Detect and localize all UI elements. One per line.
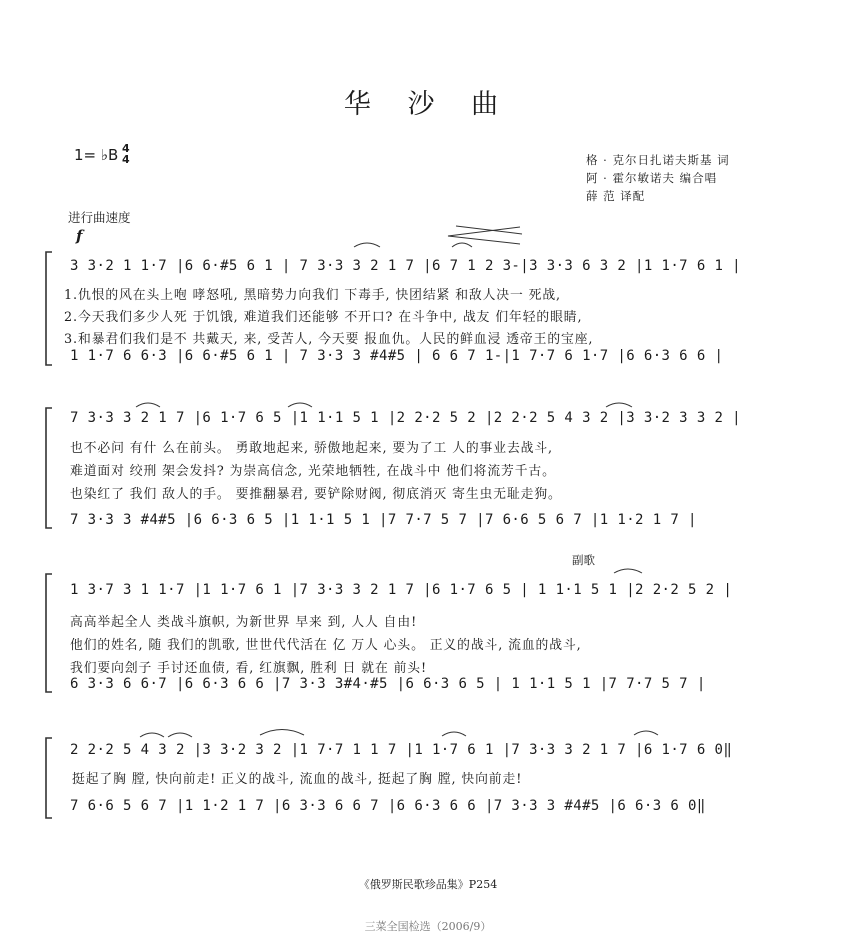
system-2-lyric-verse-2: 难道面对 绞刑 架会发抖? 为崇高信念, 光荣地牺牲, 在战斗中 他们将流芳千古。: [70, 464, 556, 479]
dynamic-marking: f: [76, 227, 83, 245]
system-1-upper-notes: 3 3·2 1 1·7 |6 6·#5 6 1 | 7 3·3 3 2 1 7 |6 7 1 2 3-|3 3·3 6 3 2 |1 1·7 6 1 |: [70, 258, 741, 274]
system-3-lower-notes: 6 3·3 6 6·7 |6 6·3 6 6 |7 3·3 3#4·#5 |6 6·3 6 5 | 1 1·1 5 1 |7 7·7 5 7 |: [70, 676, 706, 692]
system-2-lyric-verse-3: 也染红了 我们 敌人的手。 要推翻暴君, 要铲除财阀, 彻底消灭 寄生虫无耻走狗。: [70, 487, 562, 502]
footer-cut-text: 三菜全国检选（2006/9）: [364, 920, 492, 933]
system-3-upper-notes: 1 3·7 3 1 1·7 |1 1·7 6 1 |7 3·3 3 2 1 7 |6 1·7 6 5 | 1 1·1 5 1 |2 2·2 5 2 |: [70, 582, 733, 598]
credit-arranger: 阿 · 霍尔敏诺夫 编合唱: [586, 171, 718, 185]
tempo-marking: 进行曲速度: [68, 210, 131, 225]
system-2-lyric-verse-1: 也不必问 有什 么在前头。 勇敢地起来, 骄傲地起来, 要为了工 人的事业去战斗,: [70, 441, 554, 456]
song-title: 华 沙 曲: [343, 89, 513, 120]
key-signature: 1= ♭B: [74, 146, 119, 164]
credit-lyricist: 格 · 克尔日扎诺夫斯基 词: [586, 153, 730, 167]
source-citation: 《俄罗斯民歌珍品集》P254: [358, 878, 498, 891]
system-1-lower-notes: 1 1·7 6 6·3 |6 6·#5 6 1 | 7 3·3 3 #4#5 | 6 6 7 1-|1 7·7 6 1·7 |6 6·3 6 6 |: [70, 348, 724, 364]
system-4-lyric: 挺起了胸 膛, 快向前走! 正义的战斗, 流血的战斗, 挺起了胸 膛, 快向前走!: [72, 772, 523, 787]
system-4-upper-notes: 2 2·2 5 4 3 2 |3 3·2 3 2 |1 7·7 1 1 7 |1 1·7 6 1 |7 3·3 3 2 1 7 |6 1·7 6 0‖: [70, 742, 733, 758]
system-1-lyric-verse-1: 1.仇恨的风在头上咆 哮怒吼, 黑暗势力向我们 下毒手, 快团结紧 和敌人决一 死战,: [64, 288, 562, 303]
meter-bottom: 4: [122, 153, 130, 166]
system-2-upper-notes: 7 3·3 3 2 1 7 |6 1·7 6 5 |1 1·1 5 1 |2 2·2 5 2 |2 2·2 5 4 3 2 |3 3·2 3 3 2 |: [70, 410, 741, 426]
system-4-lower-notes: 7 6·6 5 6 7 |1 1·2 1 7 |6 3·3 6 6 7 |6 6·3 6 6 |7 3·3 3 #4#5 |6 6·3 6 0‖: [70, 798, 706, 814]
system-2-lower-notes: 7 3·3 3 #4#5 |6 6·3 6 5 |1 1·1 5 1 |7 7·7 5 7 |7 6·6 5 6 7 |1 1·2 1 7 |: [70, 512, 697, 528]
meter-top: 4: [122, 142, 130, 155]
refrain-marking: 副歌: [572, 553, 595, 567]
system-3-lyric-verse-3: 我们要向刽子 手讨还血债, 看, 红旗飘, 胜利 日 就在 前头!: [70, 661, 428, 676]
system-1-lyric-verse-2: 2.今天我们多少人死 于饥饿, 难道我们还能够 不开口? 在斗争中, 战友 们年轻的眼睛,: [64, 310, 583, 325]
system-3-lyric-verse-2: 他们的姓名, 随 我们的凯歌, 世世代代活在 亿 万人 心头。 正义的战斗, 流血的战斗,: [70, 638, 582, 653]
system-3-lyric-verse-1: 高高举起全人 类战斗旗帜, 为新世界 早来 到, 人人 自由!: [70, 615, 418, 630]
credit-translator: 薛 范 译配: [586, 189, 646, 203]
system-1-lyric-verse-3: 3.和暴君们我们是不 共戴天, 来, 受苦人, 今天要 报血仇。人民的鲜血浸 透帝王的宝座,: [64, 332, 594, 347]
